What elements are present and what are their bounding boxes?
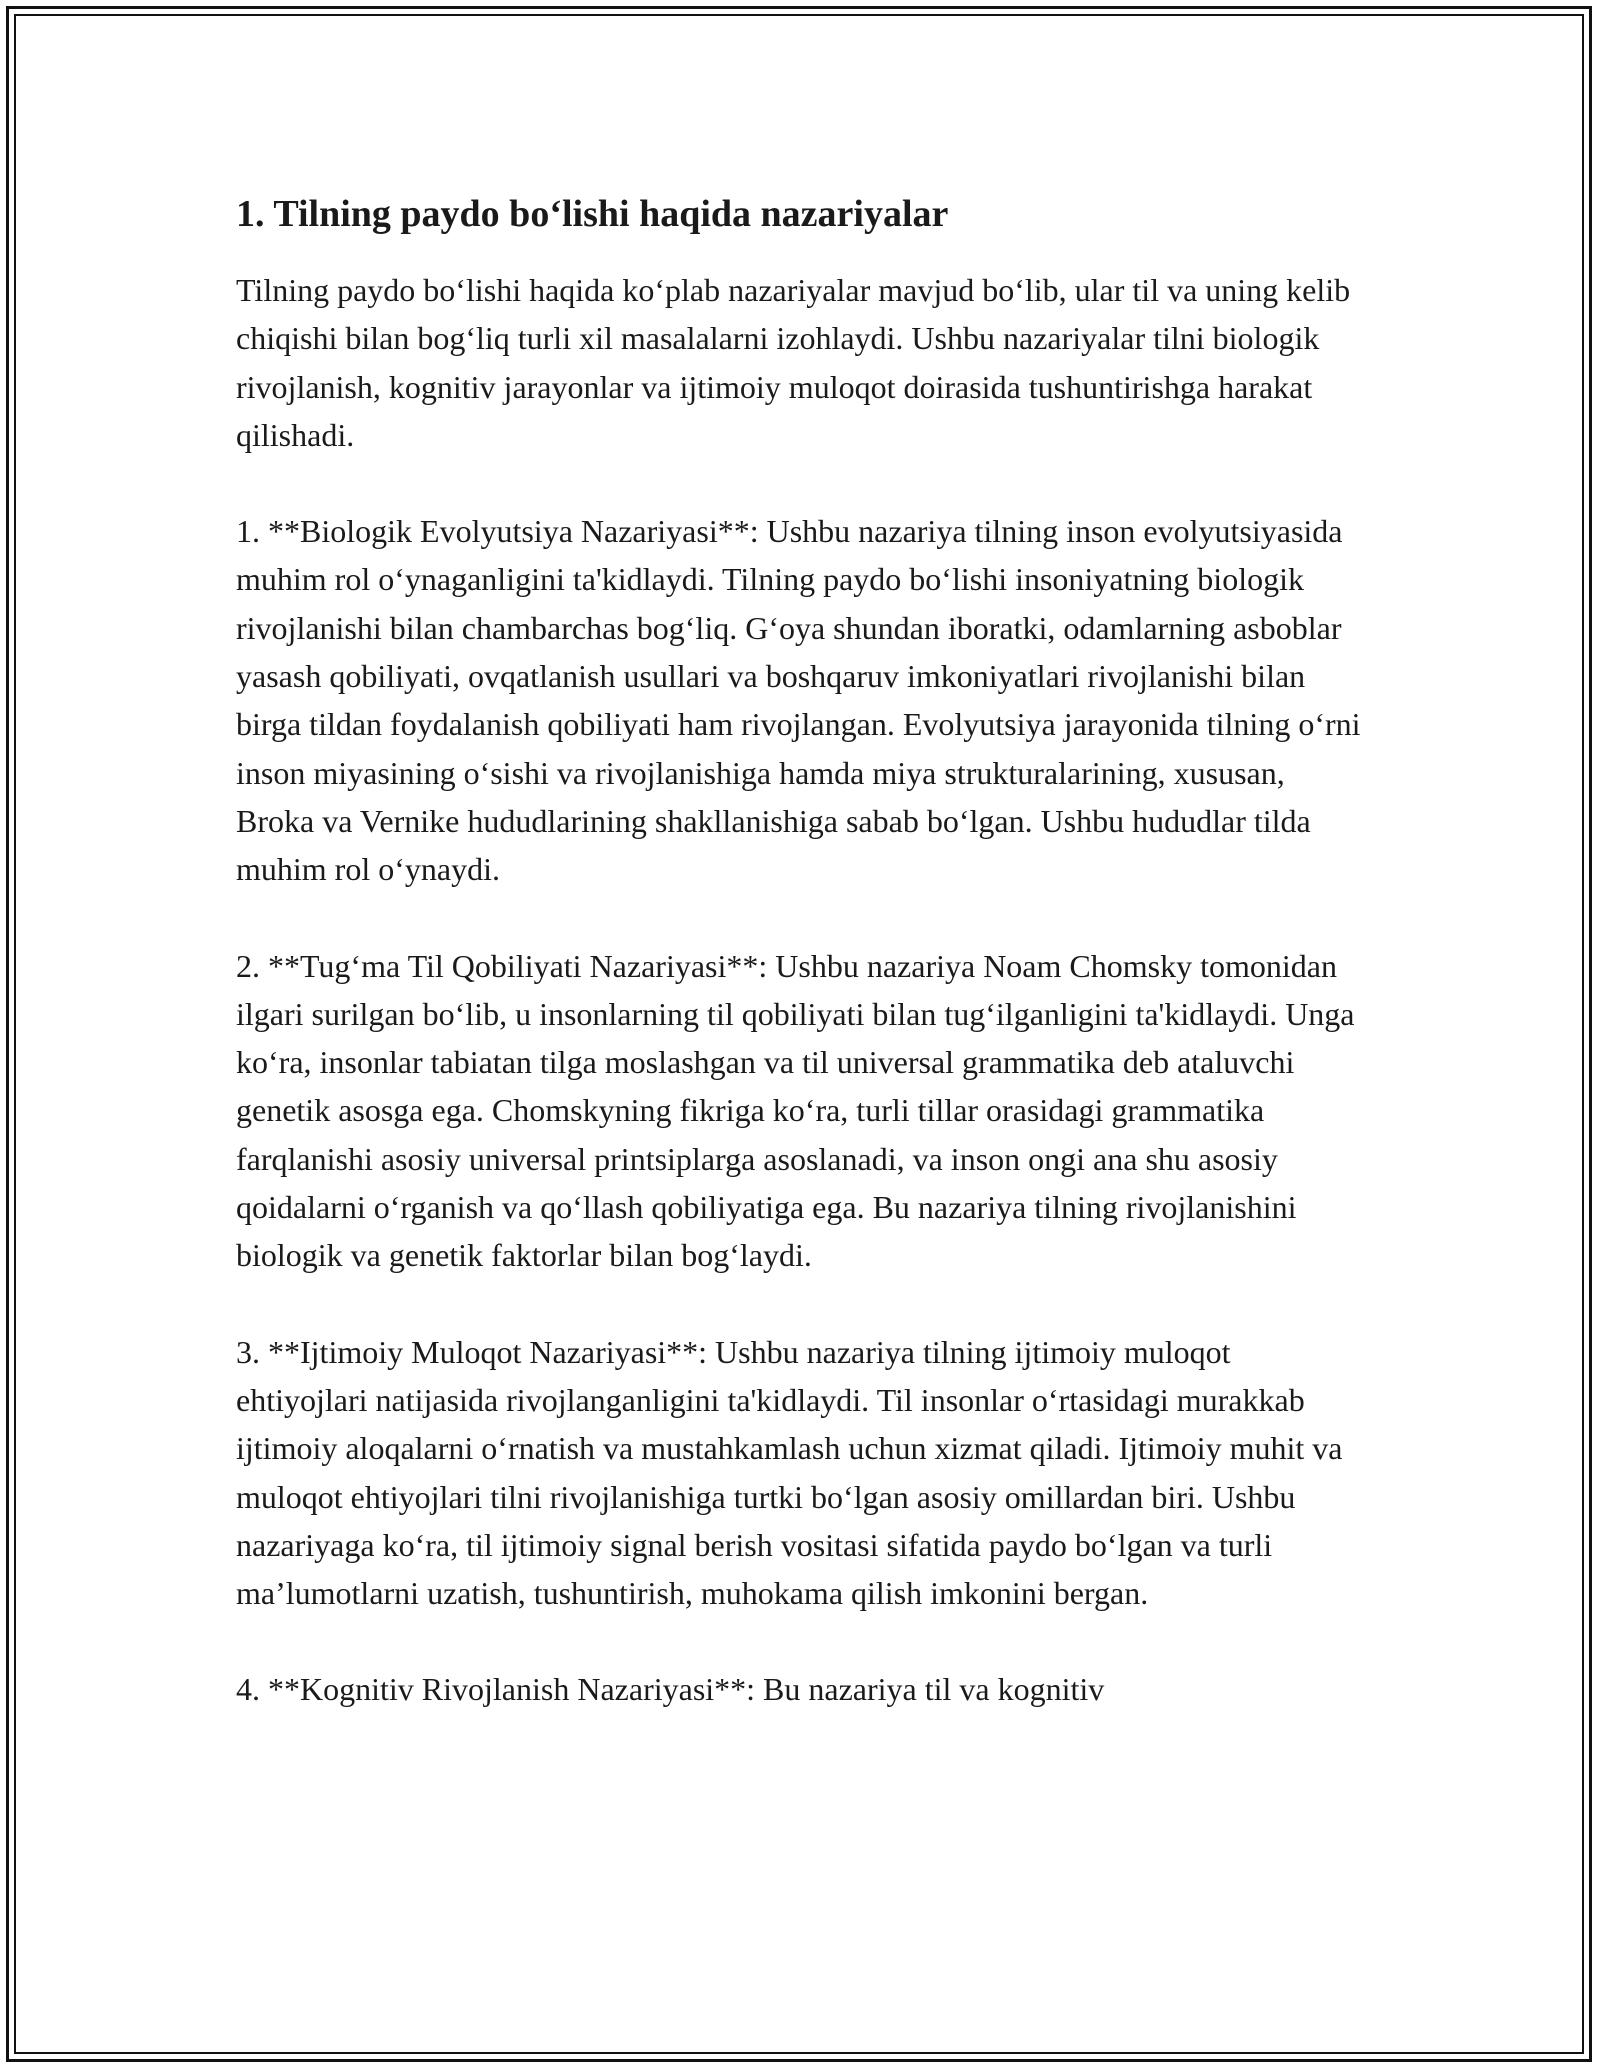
paragraph-cognitive-development: 4. **Kognitiv Rivojlanish Nazariyasi**: Bu nazariya til va kognitiv	[236, 1671, 1105, 1708]
paragraph-innate-language: 2. **Tug‘ma Til Qobiliyati Nazariyasi**: Ushbu nazariya Noam Chomsky tomonidan ilgari surilgan bo‘lib, u insonlarning til qobiliyati bilan tug‘ilganligini ta'kidlaydi. Unga ko‘ra, insonlar tabiatan tilga moslashgan va til universal grammatika deb ataluvchi genetik asosga ega. Chomskyning fikriga ko‘ra, turli tillar orasidagi grammatika farqlanishi asosiy universal printsiplarga asoslanadi, va inson ongi ana shu asosiy qoidalarni o‘rganish va qo‘llash qobiliyatiga ega. Bu nazariya tilning rivojlanishini biologik va genetik faktorlar bilan bog‘laydi.	[236, 947, 1355, 1274]
paragraph-biological-evolution: 1. **Biologik Evolyutsiya Nazariyasi**: Ushbu nazariya tilning inson evolyutsiyasida muhim rol o‘ynaganligini ta'kidlaydi. Tilning paydo bo‘lishi insoniyatning biologik rivojlanishi bilan chambarchas bog‘liq. G‘oya shundan iboratki, odamlarning asboblar yasash qobiliyati, ovqatlanish usullari va boshqaruv imkoniyatlari rivojlanishi bilan birga tildan foydalanish qobiliyati ham rivojlangan. Evolyutsiya jarayonida tilning o‘rni inson miyasining o‘sishi va rivojlanishiga hamda miya strukturalarining, xususan, Broka va Vernike hududlarining shakllanishiga sabab bo‘lgan. Ushbu hududlar tilda muhim rol o‘ynaydi.	[236, 513, 1361, 888]
paragraph-social-communication: 3. **Ijtimoiy Muloqot Nazariyasi**: Ushbu nazariya tilning ijtimoiy muloqot ehtiyojlari natijasida rivojlanganligini ta'kidlaydi. Til insonlar o‘rtasidagi murakkab ijtimoiy aloqalarni o‘rnatish va mustahkamlash uchun xizmat qiladi. Ijtimoiy muhit va muloqot ehtiyojlari tilni rivojlanishiga turtki bo‘lgan asosiy omillardan biri. Ushbu nazariyaga ko‘ra, til ijtimoiy signal berish vositasi sifatida paydo bo‘lgan va turli ma’lumotlarni uzatish, tushuntirish, muhokama qilish imkonini bergan.	[236, 1333, 1343, 1612]
section-heading: 1. Tilning paydo bo‘lishi haqida nazariyalar	[236, 193, 949, 235]
intro-paragraph: Tilning paydo bo‘lishi haqida ko‘plab nazariyalar mavjud bo‘lib, ular til va uning kelib chiqishi bilan bog‘liq turli xil masalalarni izohlaydi. Ushbu nazariyalar tilni biologik rivojlanish, kognitiv jarayonlar va ijtimoiy muloqot doirasida tushuntirishga harakat qilishadi.	[236, 272, 1351, 453]
document-body	[236, 186, 1366, 1762]
